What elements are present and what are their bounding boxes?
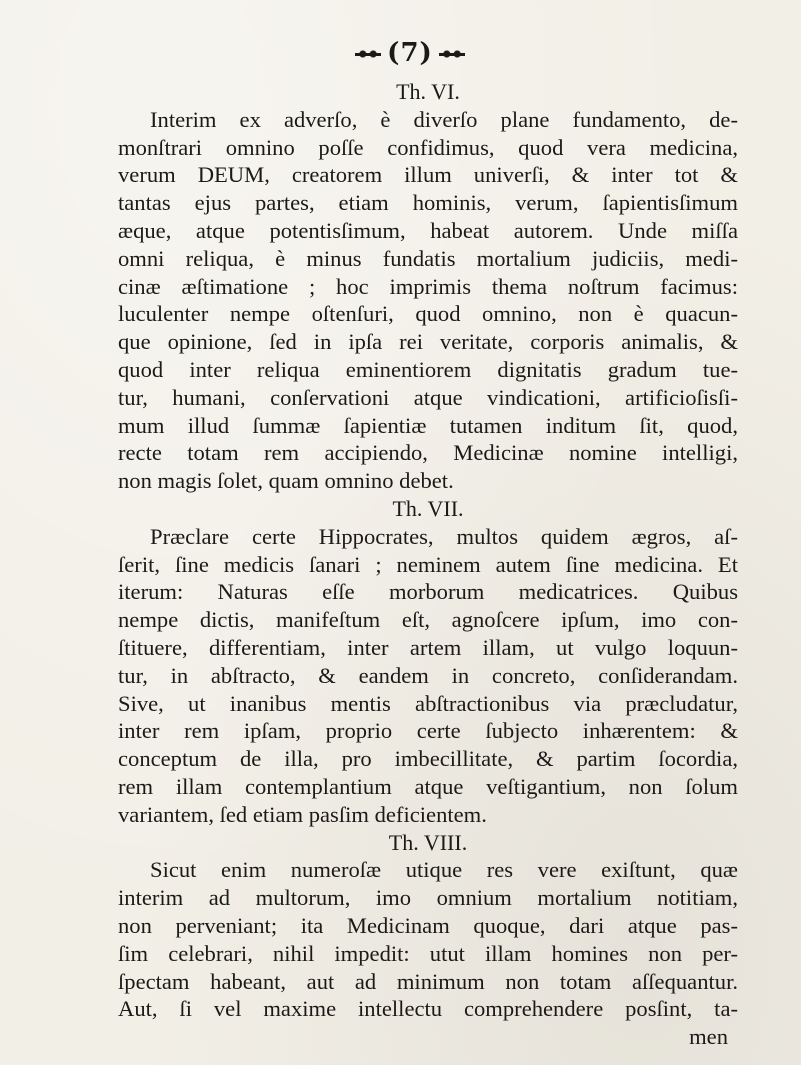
text-line: variantem, ſed etiam pasſim deficientem. [118, 801, 487, 827]
text-line: non magis ſolet, quam omnino debet. [118, 468, 454, 494]
text-line: nempe dictis, manifeſtum eſt, agnoſcere ipſum, imo con- [118, 607, 738, 633]
text-line: ſim celebrari, nihil impedit: utut illam homines non per- [118, 940, 738, 966]
text-line: non perveniant; ita Medicinam quoque, dari atque pas- [118, 912, 738, 938]
page-number: (7) [387, 38, 433, 68]
page-header [300, 38, 520, 68]
text-line: ſpectam habeant, aut ad minimum non totam aſſequantur. [118, 968, 738, 994]
text-line: Sicut enim numeroſæ utique res vere exiſtunt, quæ [150, 857, 738, 883]
text-line: monſtrari omnino poſſe confidimus, quod vera medicina, [118, 134, 738, 160]
text-line: inter rem ipſam, proprio certe ſubjecto inhærentem: & [118, 718, 738, 744]
text-line: interim ad multorum, imo omnium mortalium notitiam, [118, 885, 738, 911]
text-line: iterum: Naturas eſſe morborum medicatrices. Quibus [118, 579, 738, 605]
text-line: ſtituere, differentiam, inter artem illam, ut vulgo loquun- [118, 634, 738, 660]
text-line: Aut, ſi vel maxime intellectu comprehendere posſint, ta- [118, 996, 738, 1022]
section-heading: Th. VIII. [388, 829, 468, 855]
catchword: men [689, 1024, 728, 1050]
left-ornament-icon [355, 46, 381, 62]
section-heading: Th. VII. [392, 495, 464, 521]
text-line: tantas ejus partes, etiam hominis, verum, ſapientisſimum [118, 190, 738, 216]
text-line: quod inter reliqua eminentiorem dignitatis gradum tue- [118, 356, 738, 382]
text-line: æque, atque potentisſimum, habeat autorem. Unde miſſa [118, 217, 738, 243]
body-text [118, 78, 738, 1051]
text-line: tur, humani, conſervationi atque vindicationi, artificioſisſi- [118, 384, 738, 410]
text-line: luculenter nempe oſtenſuri, quod omnino, non è quacun- [118, 301, 738, 327]
section-heading: Th. VI. [396, 79, 460, 104]
text-line: conceptum de illa, pro imbecillitate, & partim ſocordia, [118, 746, 738, 772]
text-line: omni reliqua, è minus fundatis mortalium judiciis, medi- [118, 245, 738, 271]
text-line: Præclare certe Hippocrates, multos quidem ægros, aſ- [150, 523, 738, 549]
text-line: ſerit, ſine medicis ſanari ; neminem autem ſine medicina. Et [118, 551, 738, 577]
text-line: recte totam rem accipiendo, Medicinæ nomine intelligi, [118, 440, 738, 466]
right-ornament-icon [439, 46, 465, 62]
text-line: cinæ æſtimatione ; hoc imprimis thema noſtrum facimus: [118, 273, 738, 299]
text-line: verum DEUM, creatorem illum univerſi, & inter tot & [118, 162, 738, 188]
text-line: rem illam contemplantium atque veſtigantium, non ſolum [118, 773, 738, 799]
text-line: mum illud ſummæ ſapientiæ tutamen inditum ſit, quod, [118, 412, 738, 438]
text-line: que opinione, ſed in ipſa rei veritate, corporis animalis, & [118, 329, 738, 355]
text-line: tur, in abſtracto, & eandem in concreto, conſiderandam. [118, 662, 738, 688]
text-line: Interim ex adverſo, è diverſo plane fundamento, de- [150, 106, 738, 132]
text-line: Sive, ut inanibus mentis abſtractionibus via præcludatur, [118, 690, 738, 716]
